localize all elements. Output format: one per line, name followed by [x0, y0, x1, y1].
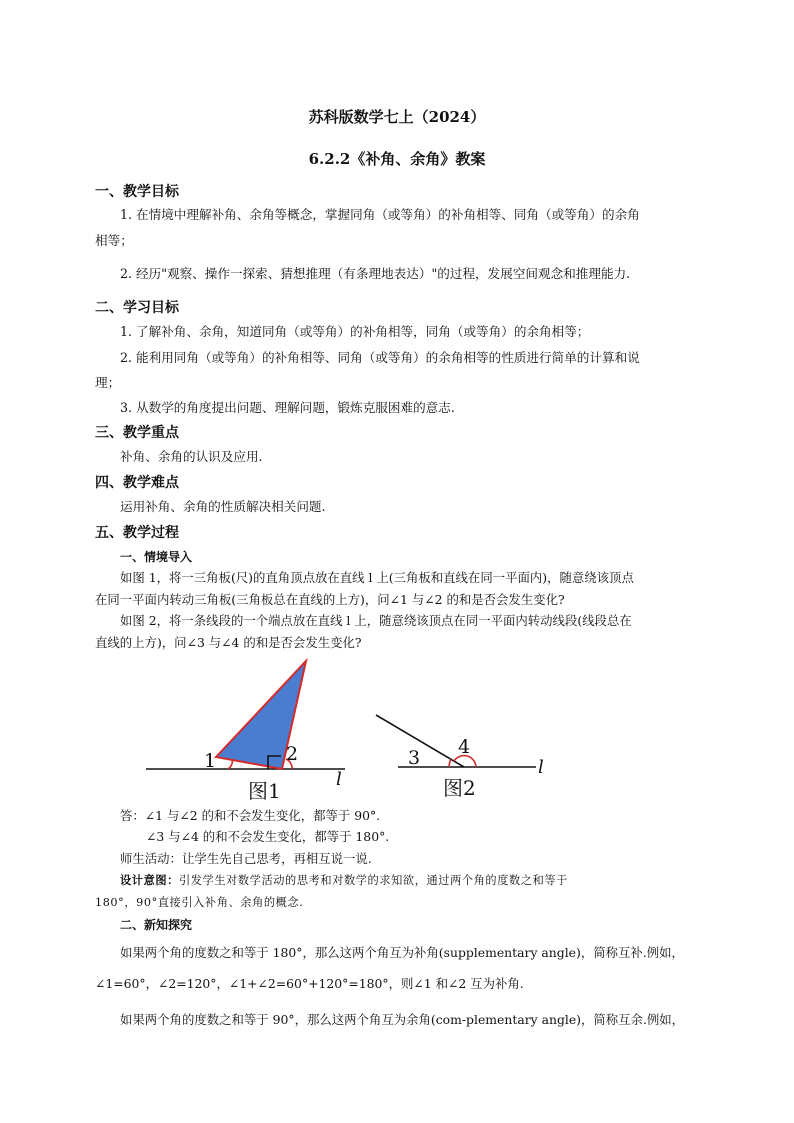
- paragraph-line: ∠1=60°，∠2=120°，∠1+∠2=60°+120°=180°，则∠1 和∠2 互为补角.: [95, 976, 524, 991]
- section-heading-teaching-goals: 一、教学目标: [95, 184, 179, 200]
- paragraph-line: 如果两个角的度数之和等于 180°，那么这两个角互为补角(supplementary angle)，简称互补.例如，: [120, 945, 684, 960]
- figures-illustration: [140, 655, 570, 805]
- angle-label-2: 2: [286, 743, 299, 765]
- paragraph-line: 1. 在情境中理解补角、余角等概念，掌握同角（或等角）的补角相等、同角（或等角）的余角: [120, 207, 640, 222]
- section-heading-process: 五、教学过程: [95, 525, 179, 541]
- paragraph-line: 2. 经历"观察、操作一探索、猜想推理（有条理地表达）"的过程，发展空间观念和推理能力.: [120, 266, 631, 281]
- paragraph-line: 直线的上方)，问∠3 与∠4 的和是否会发生变化?: [95, 635, 362, 650]
- paragraph-line: 如图 1，将一三角板(尺)的直角顶点放在直线 l 上(三角板和直线在同一平面内)，随意绕该顶点: [120, 570, 634, 585]
- paragraph-line: 在同一平面内转动三角板(三角板总在直线的上方)，问∠1 与∠2 的和是否会发生变化?: [95, 592, 565, 607]
- figure-2: [376, 715, 544, 800]
- paragraph-line: 补角、余角的认识及应用.: [120, 449, 263, 464]
- subsection-heading: 一、情境导入: [120, 550, 193, 564]
- teacher-activity: 师生活动：让学生先自己思考，再相互说一说.: [120, 851, 372, 866]
- figure-2-caption: 图2: [443, 776, 476, 800]
- angle-3-arc: [449, 760, 451, 768]
- angle-label-3: 3: [408, 747, 421, 769]
- document-title: 苏科版数学七上（2024）: [308, 108, 486, 126]
- design-intent-line: [120, 872, 568, 888]
- paragraph-line: 2. 能利用同角（或等角）的补角相等、同角（或等角）的余角相等的性质进行简单的计算和说: [120, 350, 640, 365]
- paragraph-line: 如图 2，将一条线段的一个端点放在直线 l 上，随意绕该顶点在同一平面内转动线段(线段总在: [120, 613, 632, 628]
- section-heading-learning-goals: 二、学习目标: [95, 300, 179, 316]
- angle-label-1: 1: [204, 750, 217, 772]
- design-intent-text: 引发学生对数学活动的思考和对数学的求知欲，通过两个角的度数之和等于: [178, 874, 568, 887]
- figure-1-caption: 图1: [248, 779, 281, 803]
- paragraph-line: 3. 从数学的角度提出问题、理解问题，锻炼克服困难的意志.: [120, 400, 455, 415]
- document-subtitle: 6.2.2《补角、余角》教案: [308, 150, 486, 168]
- paragraph-line: 相等；: [95, 233, 133, 248]
- section-heading-difficulties: 四、教学难点: [95, 475, 179, 491]
- angle-label-4: 4: [458, 736, 471, 758]
- paragraph-line: 如果两个角的度数之和等于 90°，那么这两个角互为余角(com-plementary angle)，简称互余.例如，: [120, 1012, 685, 1027]
- answer-line: ∠3 与∠4 的和不会发生变化，都等于 180°.: [146, 829, 390, 844]
- paragraph-line: 理；: [95, 375, 121, 390]
- design-intent-line: 180°，90°直接引入补角、余角的概念.: [95, 896, 304, 909]
- line-label-l: l: [336, 769, 342, 790]
- paragraph-line: 1. 了解补角、余角，知道同角（或等角）的补角相等，同角（或等角）的余角相等；: [120, 324, 590, 339]
- paragraph-line: 运用补角、余角的性质解决相关问题.: [120, 499, 326, 514]
- subsection-heading: 二、新知探究: [120, 918, 193, 932]
- section-heading-key-points: 三、教学重点: [95, 425, 179, 441]
- figure-1: [146, 661, 345, 803]
- answer-line: 答：∠1 与∠2 的和不会发生变化，都等于 90°.: [120, 808, 381, 823]
- line-label-l: l: [538, 757, 544, 778]
- design-intent-label: 设计意图：: [120, 873, 179, 887]
